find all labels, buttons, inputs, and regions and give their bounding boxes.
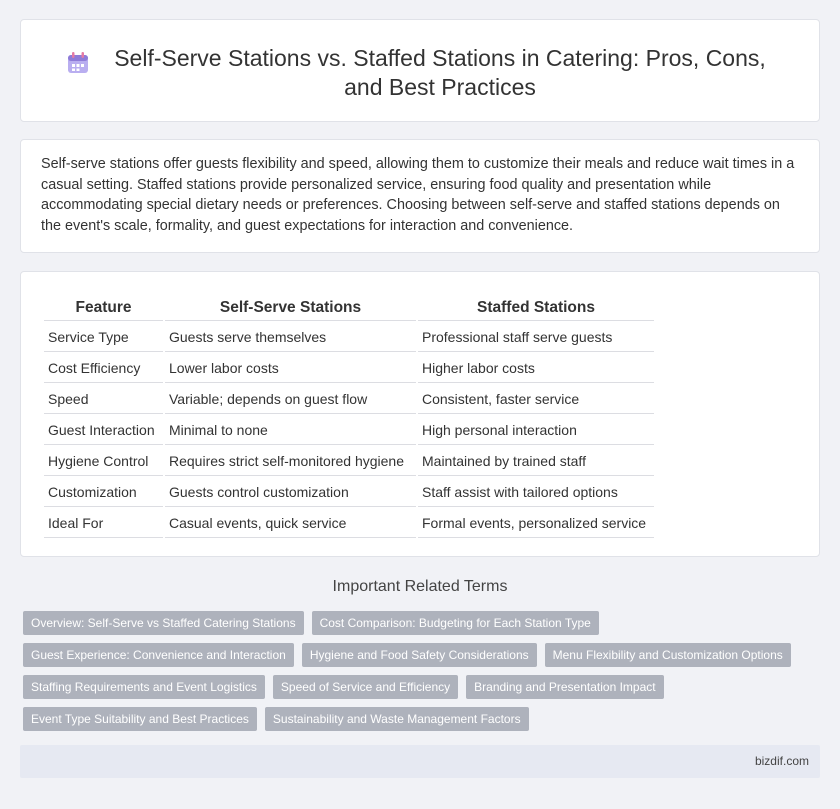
comparison-table — [42, 294, 656, 540]
related-terms-tags — [23, 611, 813, 731]
header-staffed: Staffed Stations — [418, 296, 654, 321]
site-link[interactable]: bizdif.com — [754, 754, 809, 768]
cell-self-serve: Casual events, quick service — [165, 509, 416, 538]
header-self-serve: Self-Serve Stations — [165, 296, 416, 321]
cell-self-serve: Guests serve themselves — [165, 323, 416, 352]
table-row — [44, 416, 654, 445]
calendar-icon — [65, 50, 91, 76]
cell-self-serve: Variable; depends on guest flow — [165, 385, 416, 414]
cell-self-serve: Guests control customization — [165, 478, 416, 507]
footer — [20, 745, 820, 778]
cell-feature: Service Type — [44, 323, 163, 352]
header-card — [20, 19, 820, 122]
cell-staffed: Professional staff serve guests — [418, 323, 654, 352]
cell-staffed: High personal interaction — [418, 416, 654, 445]
header-feature: Feature — [44, 296, 163, 321]
table-row — [44, 354, 654, 383]
tag-link[interactable]: Speed of Service and Efficiency — [273, 675, 458, 699]
cell-staffed: Maintained by trained staff — [418, 447, 654, 476]
title-row — [21, 44, 819, 102]
table-row — [44, 447, 654, 476]
page-title: Self-Serve Stations vs. Staffed Stations in Catering: Pros, Cons, and Best Practices — [114, 45, 766, 100]
tag-link[interactable]: Cost Comparison: Budgeting for Each Station Type — [312, 611, 599, 635]
intro-paragraph: Self-serve stations offer guests flexibility and speed, allowing them to customize their meals and reduce wait times in a casual setting. Staffed stations provide personalized service, ensuring food quality and presentation while accommodating special dietary needs or preferences. Choosing between self-serve and staffed stations depends on the event's scale, formality, and guest expectations for interaction and convenience. — [41, 156, 795, 234]
related-terms-title: Important Related Terms — [332, 578, 508, 595]
cell-self-serve: Minimal to none — [165, 416, 416, 445]
cell-staffed: Formal events, personalized service — [418, 509, 654, 538]
table-header-row — [44, 296, 654, 321]
cell-feature: Hygiene Control — [44, 447, 163, 476]
tag-link[interactable]: Menu Flexibility and Customization Options — [545, 643, 791, 667]
tag-link[interactable]: Event Type Suitability and Best Practices — [23, 707, 257, 731]
table-row — [44, 385, 654, 414]
table-row — [44, 478, 654, 507]
comparison-table-card — [20, 271, 820, 557]
cell-feature: Speed — [44, 385, 163, 414]
cell-self-serve: Lower labor costs — [165, 354, 416, 383]
tag-link[interactable]: Guest Experience: Convenience and Interaction — [23, 643, 294, 667]
cell-feature: Ideal For — [44, 509, 163, 538]
cell-self-serve: Requires strict self-monitored hygiene — [165, 447, 416, 476]
tag-link[interactable]: Sustainability and Waste Management Factors — [265, 707, 529, 731]
cell-feature: Cost Efficiency — [44, 354, 163, 383]
intro-card — [20, 139, 820, 253]
tag-link[interactable]: Overview: Self-Serve vs Staffed Catering Stations — [23, 611, 304, 635]
cell-staffed: Higher labor costs — [418, 354, 654, 383]
table-row — [44, 509, 654, 538]
cell-feature: Customization — [44, 478, 163, 507]
cell-staffed: Staff assist with tailored options — [418, 478, 654, 507]
cell-staffed: Consistent, faster service — [418, 385, 654, 414]
tag-link[interactable]: Hygiene and Food Safety Considerations — [302, 643, 537, 667]
tag-link[interactable]: Staffing Requirements and Event Logistics — [23, 675, 265, 699]
table-row — [44, 323, 654, 352]
cell-feature: Guest Interaction — [44, 416, 163, 445]
tag-link[interactable]: Branding and Presentation Impact — [466, 675, 663, 699]
